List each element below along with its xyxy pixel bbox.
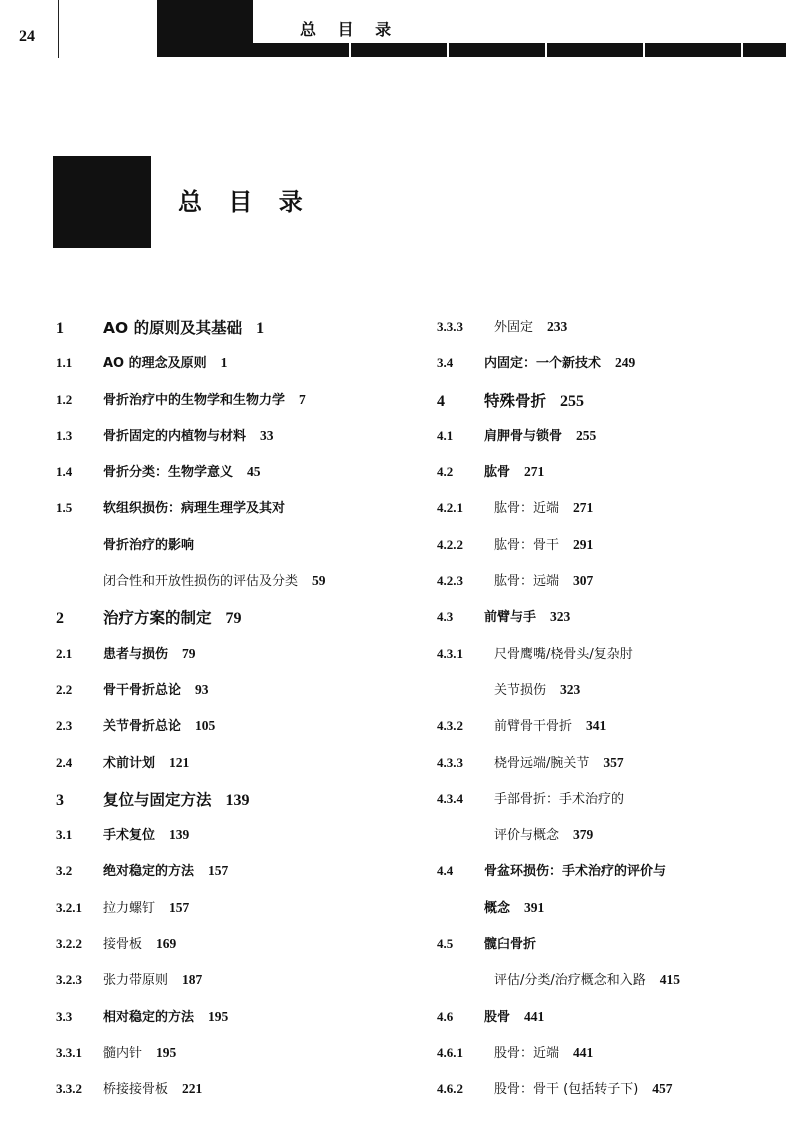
toc-entry xyxy=(437,897,782,933)
toc-entry-page: 255 xyxy=(560,392,585,410)
toc-entry-title: 股骨：近端 xyxy=(494,1045,560,1061)
toc-entry xyxy=(437,679,782,715)
toc-entry-page: 7 xyxy=(299,391,306,407)
toc-entry-page: 59 xyxy=(312,573,326,589)
toc-entry-page: 79 xyxy=(225,610,242,628)
toc-entry-title: 患者与损伤 xyxy=(103,646,169,662)
page-number: 24 xyxy=(19,28,35,45)
toc-entry-title: 桥接接骨板 xyxy=(103,1082,169,1098)
toc-entry-title: 股骨：骨干 (包括转子下) xyxy=(494,1082,639,1098)
toc-entry xyxy=(437,752,782,788)
toc-entry xyxy=(437,352,782,388)
toc-entry-title: 骨干骨折总论 xyxy=(103,682,182,698)
header-bar xyxy=(253,43,786,57)
toc-entry xyxy=(56,788,426,824)
toc-entry-title: 关节损伤 xyxy=(494,682,547,698)
toc-entry-title: 外固定 xyxy=(494,320,534,335)
toc-entry-title: 术前计划 xyxy=(103,755,156,771)
toc-entry-number: 4 xyxy=(437,392,445,410)
toc-entry xyxy=(437,497,782,533)
toc-entry-page: 45 xyxy=(247,464,261,480)
toc-entry-page: 139 xyxy=(169,827,190,843)
toc-entry xyxy=(437,715,782,751)
toc-entry-page: 1 xyxy=(256,320,265,337)
toc-entry-title: 前臂骨干骨折 xyxy=(494,719,573,735)
toc-entry-title: 尺骨鹰嘴/桡骨头/复杂肘 xyxy=(494,646,633,662)
toc-entry xyxy=(437,824,782,860)
toc-entry-title: 肱骨：近端 xyxy=(494,501,560,517)
toc-entry-page: 157 xyxy=(169,899,190,915)
toc-entry xyxy=(56,679,426,715)
toc-entry-title: 闭合性和开放性损伤的评估及分类 xyxy=(103,574,299,590)
toc-entry xyxy=(437,969,782,1005)
toc-entry-page: 249 xyxy=(615,355,636,371)
toc-entry-page: 415 xyxy=(659,972,681,988)
toc-entry-title: 内固定：一个新技术 xyxy=(484,356,602,372)
toc-entry xyxy=(56,1042,426,1078)
toc-entry xyxy=(437,316,782,352)
toc-entry xyxy=(56,461,426,497)
toc-entry-title: 复位与固定方法 xyxy=(103,790,212,809)
toc-entry-page: 195 xyxy=(156,1044,177,1060)
toc-entry-number: 1.3 xyxy=(56,427,73,443)
toc-entry-number: 3 xyxy=(56,791,64,809)
toc-entry-page: 105 xyxy=(195,718,216,734)
toc-entry-number: 3.2.2 xyxy=(56,936,82,952)
toc-entry-number: 3.4 xyxy=(437,355,454,371)
toc-entry-number: 1 xyxy=(56,320,64,337)
toc-entry-title: 关节骨折总论 xyxy=(103,719,182,735)
toc-entry xyxy=(56,316,426,352)
toc-entry-page: 441 xyxy=(573,1044,594,1060)
toc-entry-page: 379 xyxy=(573,827,594,843)
toc-entry xyxy=(56,570,426,606)
toc-entry-number: 3.3.1 xyxy=(56,1044,82,1060)
toc-entry-number: 1.4 xyxy=(56,464,73,480)
toc-entry-page: 441 xyxy=(524,1008,545,1024)
running-header-title: 总 目 录 xyxy=(300,20,400,39)
toc-entry xyxy=(56,752,426,788)
toc-entry-title: 肱骨 xyxy=(484,465,511,481)
toc-entry-page: 187 xyxy=(182,972,203,988)
toc-entry-title: 绝对稳定的方法 xyxy=(103,864,195,880)
toc-entry-page: 33 xyxy=(260,427,274,443)
toc-entry-title: 骨折固定的内植物与材料 xyxy=(103,428,247,444)
toc-entry-title: 概念 xyxy=(484,900,511,916)
toc-entry-title: 拉力螺钉 xyxy=(103,900,156,916)
toc-entry xyxy=(56,969,426,1005)
toc-column-left xyxy=(56,316,426,1115)
toc-entry-number: 4.6.2 xyxy=(437,1081,463,1097)
toc-entry xyxy=(56,897,426,933)
toc-entry-title: 前臂与手 xyxy=(484,610,537,626)
page-title: 总 目 录 xyxy=(178,188,312,216)
toc-entry xyxy=(56,352,426,388)
toc-entry-page: 323 xyxy=(550,609,571,625)
toc-entry-title: AO 的原则及其基础 xyxy=(103,319,243,337)
toc-entry xyxy=(56,534,426,570)
toc-entry xyxy=(437,534,782,570)
toc-entry-number: 4.3.3 xyxy=(437,754,463,770)
toc-entry-title: 桡骨远端/腕关节 xyxy=(494,755,590,771)
toc-column-right xyxy=(437,316,782,1115)
toc-entry-number: 3.2.1 xyxy=(56,899,82,915)
toc-entry-number: 4.2.2 xyxy=(437,536,463,552)
toc-entry-page: 271 xyxy=(524,464,545,480)
toc-entry-title: 骨盆环损伤：手术治疗的评价与 xyxy=(484,864,667,880)
toc-entry-number: 4.3 xyxy=(437,609,454,625)
toc-entry-page: 291 xyxy=(573,536,594,552)
toc-entry xyxy=(56,389,426,425)
toc-entry xyxy=(437,860,782,896)
toc-entry xyxy=(437,570,782,606)
toc-entry-number: 1.2 xyxy=(56,391,73,407)
toc-entry-number: 3.3.3 xyxy=(437,319,463,334)
toc-entry xyxy=(437,389,782,425)
toc-entry-title: 接骨板 xyxy=(103,937,143,953)
toc-entry-page: 457 xyxy=(652,1081,673,1097)
toc-entry-number: 3.3.2 xyxy=(56,1081,82,1097)
toc-entry-number: 4.3.4 xyxy=(437,790,463,806)
header-divider xyxy=(58,0,59,58)
toc-entry-page: 139 xyxy=(225,791,250,809)
toc-entry xyxy=(437,1006,782,1042)
toc-entry-number: 4.2.3 xyxy=(437,573,463,589)
toc-entry-page: 323 xyxy=(560,681,581,697)
toc-entry xyxy=(56,425,426,461)
toc-entry-number: 1.1 xyxy=(56,355,73,371)
toc-entry-page: 79 xyxy=(182,645,196,661)
toc-entry-title: 张力带原则 xyxy=(103,973,169,989)
toc-entry-page: 341 xyxy=(586,718,607,734)
toc-entry-number: 4.4 xyxy=(437,863,454,879)
toc-entry-page: 391 xyxy=(524,899,545,915)
toc-entry-title: 髋臼骨折 xyxy=(484,937,537,953)
toc-entry xyxy=(437,643,782,679)
toc-entry-number: 2.3 xyxy=(56,718,73,734)
toc-entry xyxy=(56,933,426,969)
toc-entry-title: 股骨 xyxy=(484,1009,511,1025)
toc-entry xyxy=(437,1078,782,1114)
toc-entry-number: 4.2 xyxy=(437,464,454,480)
toc-entry-title: 评价与概念 xyxy=(494,828,560,844)
toc-entry-page: 233 xyxy=(547,319,568,334)
toc-entry-page: 195 xyxy=(208,1008,229,1024)
toc-entry-number: 3.1 xyxy=(56,827,73,843)
toc-entry-number: 1.5 xyxy=(56,500,73,516)
toc-entry-title: 肱骨：骨干 xyxy=(494,537,560,553)
toc-entry xyxy=(56,1078,426,1114)
toc-entry-number: 2.4 xyxy=(56,754,73,770)
toc-entry xyxy=(437,933,782,969)
toc-entry-title: 评估/分类/治疗概念和入路 xyxy=(494,973,646,989)
toc-entry-title: 肱骨：远端 xyxy=(494,574,560,590)
toc-entry-number: 3.2.3 xyxy=(56,972,82,988)
toc-entry-title: 肩胛骨与锁骨 xyxy=(484,428,563,444)
toc-entry-title: 骨折治疗的影响 xyxy=(103,537,195,553)
toc-entry xyxy=(437,461,782,497)
toc-entry-number: 2.1 xyxy=(56,645,73,661)
title-black-block xyxy=(53,156,151,248)
toc-entry-title: 手部骨折：手术治疗的 xyxy=(494,791,625,807)
toc-entry-number: 4.6 xyxy=(437,1008,454,1024)
toc-entry xyxy=(56,824,426,860)
toc-entry-title: 骨折治疗中的生物学和生物力学 xyxy=(103,392,286,408)
toc-entry-page: 121 xyxy=(169,754,190,770)
toc-entry-page: 221 xyxy=(182,1081,203,1097)
toc-entry xyxy=(56,1006,426,1042)
toc-entry xyxy=(437,606,782,642)
toc-entry-number: 3.2 xyxy=(56,863,73,879)
toc-entry-number: 4.6.1 xyxy=(437,1044,463,1060)
toc-entry xyxy=(56,860,426,896)
toc-entry-number: 4.5 xyxy=(437,936,454,952)
toc-entry xyxy=(437,788,782,824)
toc-entry xyxy=(56,497,426,533)
toc-entry-title: 治疗方案的制定 xyxy=(103,609,212,628)
toc-entry-number: 4.3.1 xyxy=(437,645,463,661)
toc-entry-number: 4.3.2 xyxy=(437,718,463,734)
toc-entry-page: 271 xyxy=(573,500,594,516)
toc-entry-title: 相对稳定的方法 xyxy=(103,1009,195,1025)
toc-entry xyxy=(437,1042,782,1078)
toc-entry-number: 4.1 xyxy=(437,427,454,443)
toc-entry-number: 4.2.1 xyxy=(437,500,463,516)
toc-entry xyxy=(437,425,782,461)
toc-entry-number: 3.3 xyxy=(56,1008,73,1024)
toc-entry-page: 1 xyxy=(220,355,228,371)
toc-entry-page: 255 xyxy=(576,427,597,443)
toc-entry-page: 169 xyxy=(156,936,177,952)
toc-entry xyxy=(56,606,426,642)
toc-entry-number: 2.2 xyxy=(56,681,73,697)
toc-entry-number: 2 xyxy=(56,610,64,628)
toc-entry xyxy=(56,643,426,679)
toc-entry-title: 手术复位 xyxy=(103,828,156,844)
header-black-block xyxy=(157,0,253,57)
toc-entry xyxy=(56,715,426,751)
toc-entry-title: 特殊骨折 xyxy=(484,391,547,410)
toc-entry-page: 307 xyxy=(573,573,594,589)
toc-entry-page: 93 xyxy=(195,681,209,697)
toc-entry-page: 357 xyxy=(603,754,624,770)
toc-entry-title: 髓内针 xyxy=(103,1045,143,1061)
toc-entry-title: 软组织损伤：病理生理学及其对 xyxy=(103,501,286,517)
toc-entry-title: 骨折分类：生物学意义 xyxy=(103,465,234,481)
toc-entry-page: 157 xyxy=(208,863,229,879)
toc-entry-title: AO 的理念及原则 xyxy=(103,356,207,372)
